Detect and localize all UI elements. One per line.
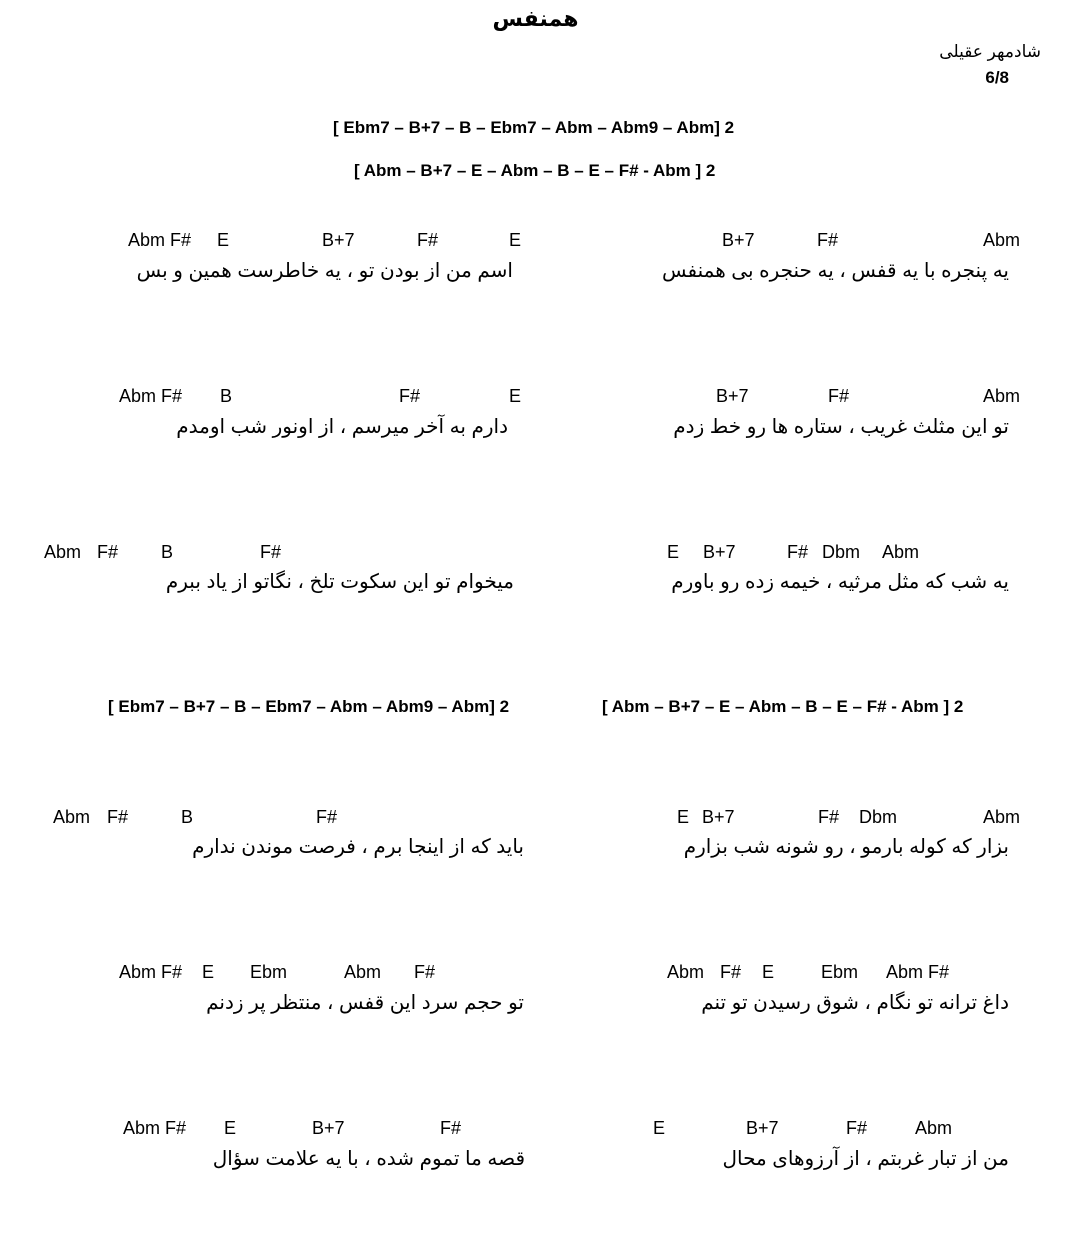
chord: Abm (915, 1118, 953, 1138)
chord: F# (399, 386, 421, 406)
lyric-line-right: بزار که کوله بارمو ، رو شونه شب بزارم (683, 836, 1009, 858)
chord: B (161, 542, 174, 562)
chord: E (762, 962, 775, 982)
chord: F# (417, 230, 439, 250)
lyric-line-right: تو این مثلث غریب ، ستاره ها رو خط زدم (673, 416, 1009, 438)
chord: Abm (983, 230, 1021, 250)
intro-progression-2: [ Abm – B+7 – E – Abm – B – E – F# - Abm ] 2 (354, 161, 716, 180)
chord: Abm (344, 962, 382, 982)
chord: Abm (882, 542, 920, 562)
chord: Abm (983, 807, 1021, 827)
chord: E (202, 962, 215, 982)
chord: Dbm (822, 542, 861, 562)
chord: B+7 (702, 807, 735, 827)
intro-progression-1: [ Ebm7 – B+7 – B – Ebm7 – Abm – Abm9 – Abm] 2 (333, 118, 735, 137)
chord: E (224, 1118, 237, 1138)
chord: F# (828, 386, 850, 406)
chord: Abm F# (123, 1118, 187, 1138)
chord: B+7 (722, 230, 755, 250)
chord: B (181, 807, 194, 827)
chord: F# (260, 542, 282, 562)
chord: Ebm (250, 962, 288, 982)
chord: Abm (667, 962, 705, 982)
chord: B+7 (746, 1118, 779, 1138)
chord: Abm F# (119, 386, 183, 406)
lyric-line-right: یه پنجره با یه قفس ، یه حنجره بی همنفس (661, 260, 1009, 282)
lyric-line-left: دارم به آخر میرسم ، از اونور شب اومدم (176, 416, 508, 438)
author-name: شادمهر عقیلی (939, 42, 1041, 61)
chord: B+7 (703, 542, 736, 562)
lyric-line-left: تو حجم سرد این قفس ، منتظر پر زدنم (206, 992, 524, 1014)
chord: Abm F# (886, 962, 950, 982)
time-signature: 6/8 (985, 68, 1009, 87)
chord: F# (720, 962, 742, 982)
chord: Abm (983, 386, 1021, 406)
chord: E (677, 807, 690, 827)
lyric-line-left: میخوام تو این سکوت تلخ ، نگاتو از یاد ببرم (165, 571, 514, 593)
interlude-progression-left: [ Ebm7 – B+7 – B – Ebm7 – Abm – Abm9 – Abm] 2 (108, 697, 510, 716)
chord: E (217, 230, 230, 250)
lyric-line-right: داغ ترانه تو نگام ، شوق رسیدن تو تنم (701, 992, 1009, 1014)
chord: E (509, 386, 522, 406)
lyric-line-right: یه شب که مثل مرثیه ، خیمه زده رو باورم (671, 571, 1009, 593)
chord: F# (316, 807, 338, 827)
chord: F# (787, 542, 809, 562)
chord: Ebm (821, 962, 859, 982)
chord: E (667, 542, 680, 562)
lyric-line-left: اسم من از بودن تو ، یه خاطرست همین و بس (136, 260, 513, 282)
chord: E (653, 1118, 666, 1138)
chord: Abm (53, 807, 91, 827)
chord: F# (414, 962, 436, 982)
lyric-line-right: من از تبار غربتم ، از آرزوهای محال (722, 1148, 1009, 1170)
chord: Abm F# (128, 230, 192, 250)
chord: F# (107, 807, 129, 827)
song-title: همنفس (492, 6, 579, 31)
chord: B (220, 386, 233, 406)
lyric-line-left: باید که از اینجا برم ، فرصت موندن ندارم (192, 836, 524, 858)
chord: F# (97, 542, 119, 562)
chord: F# (817, 230, 839, 250)
lyric-line-left: قصه ما تموم شده ، با یه علامت سؤال (212, 1148, 525, 1170)
chord: E (509, 230, 522, 250)
chord: B+7 (312, 1118, 345, 1138)
chord: F# (846, 1118, 868, 1138)
chord: B+7 (322, 230, 355, 250)
chord: F# (818, 807, 840, 827)
chord: Abm (44, 542, 82, 562)
interlude-progression-right: [ Abm – B+7 – E – Abm – B – E – F# - Abm ] 2 (602, 697, 964, 716)
chord: Dbm (859, 807, 898, 827)
chord: Abm F# (119, 962, 183, 982)
chord: B+7 (716, 386, 749, 406)
chord: F# (440, 1118, 462, 1138)
